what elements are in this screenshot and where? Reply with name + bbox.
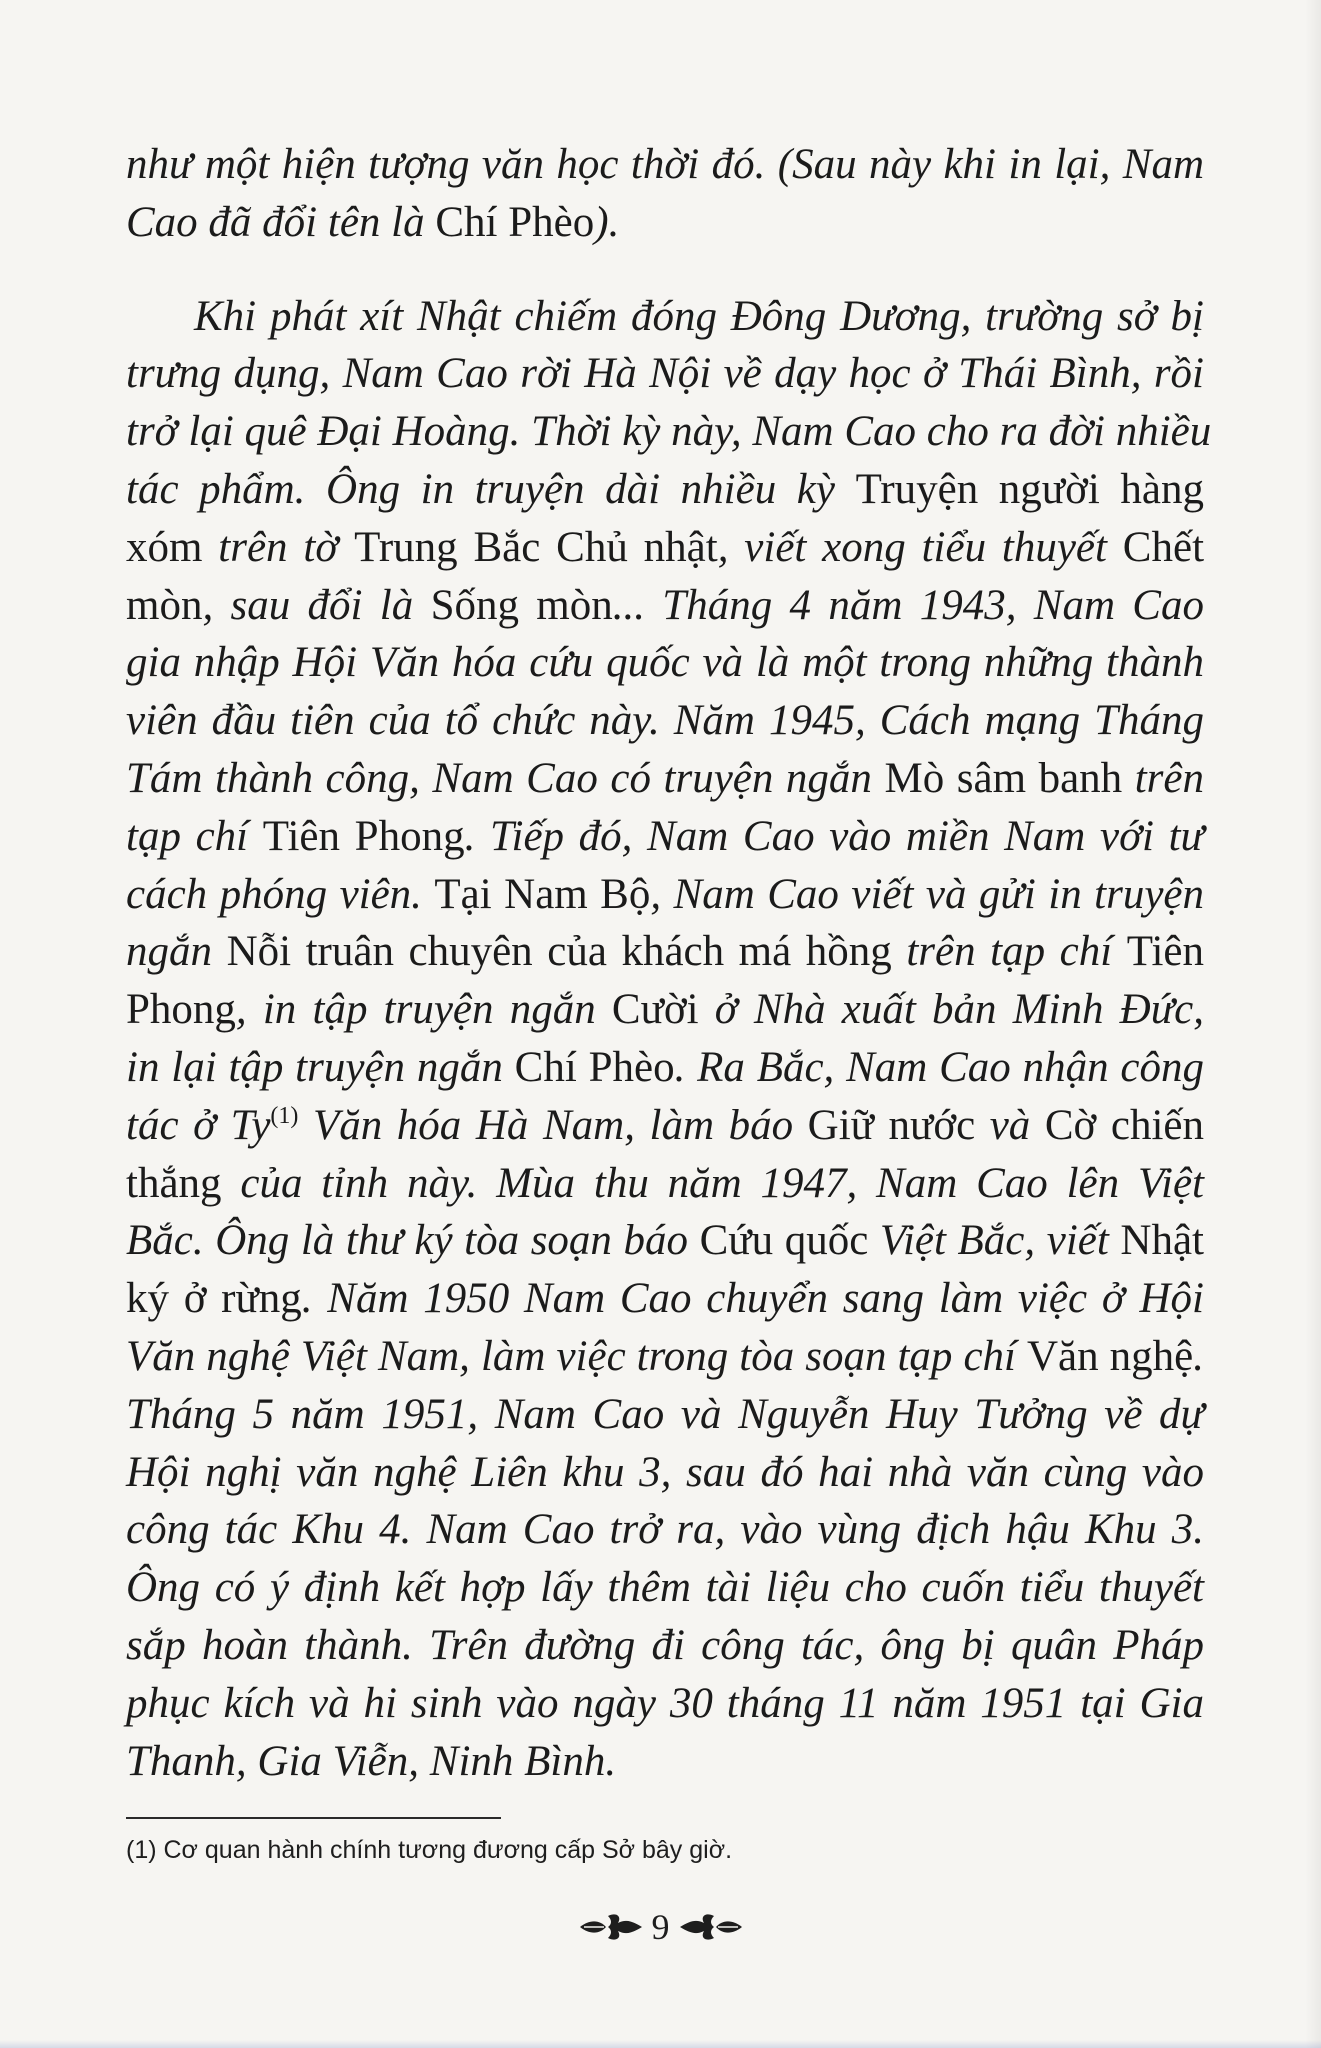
work-title: Tiên	[1126, 928, 1205, 976]
text-line	[126, 866, 1204, 924]
text-line	[126, 692, 1204, 750]
text-run: Tháng 5 năm 1951, Nam Cao và Nguyễn Huy Tưởng về dự	[126, 1390, 1204, 1438]
text-line	[126, 750, 1204, 808]
text-run: Hội nghị văn nghệ Liên khu 3, sau đó hai nhà văn cùng vào	[126, 1448, 1204, 1496]
text-line	[126, 634, 1204, 692]
page-number: 9	[651, 1906, 670, 1947]
text-line	[126, 1386, 1204, 1444]
text-run-upright: Tại Nam Bộ	[434, 870, 651, 918]
body-text	[126, 136, 1212, 1790]
work-title: Văn nghệ	[1027, 1332, 1194, 1380]
text-run: . Tiếp đó, Nam Cao vào miền Nam với tư	[464, 812, 1205, 860]
text-line	[126, 136, 1204, 194]
work-title: Cười	[611, 986, 699, 1034]
text-line	[126, 1328, 1204, 1386]
text-run: ).	[594, 198, 620, 246]
text-line	[126, 461, 1204, 519]
text-line	[126, 808, 1204, 866]
text-run: ở Nhà xuất bản Minh Đức,	[698, 986, 1204, 1034]
work-title: thắng	[126, 1159, 222, 1207]
text-run: như một hiện tượng văn học thời đó. (Sau này khi in lại, Nam	[126, 141, 1204, 188]
text-line	[126, 194, 1204, 252]
text-run: Cao đã đổi tên là	[126, 198, 436, 246]
leaf-ornament-left-icon	[576, 1910, 644, 1944]
work-title: Phong	[126, 986, 236, 1034]
text-run: cách phóng viên.	[126, 870, 435, 918]
text-line	[126, 403, 1212, 461]
work-title: Tiên Phong	[262, 812, 465, 860]
text-run: tác phẩm. Ông in truyện dài nhiều kỳ	[126, 465, 856, 513]
text-run: Thanh, Gia Viễn, Ninh Bình.	[126, 1737, 617, 1785]
page-number-block	[0, 1902, 1321, 1948]
text-run: tạp chí	[126, 812, 263, 860]
text-run: trên tạp chí	[891, 928, 1127, 976]
leaf-ornament-right-icon	[678, 1910, 746, 1944]
page-edge-shadow	[1305, 0, 1321, 2048]
work-title: Cờ chiến	[1044, 1101, 1204, 1149]
text-line	[126, 1097, 1204, 1155]
text-run: . Ra Bắc, Nam Cao nhận công	[674, 1043, 1204, 1091]
text-run: và	[975, 1101, 1045, 1149]
text-line	[126, 345, 1204, 403]
text-run: công tác Khu 4. Nam Cao trở ra, vào vùng địch hậu Khu 3.	[126, 1506, 1204, 1554]
text-run: trên tờ	[202, 523, 355, 571]
text-line	[126, 1155, 1204, 1213]
text-line	[126, 1501, 1204, 1559]
text-run: Việt Bắc, viết	[868, 1217, 1121, 1265]
text-run: trở lại quê Đại Hoàng. Thời kỳ này, Nam Cao cho ra đời nhiều	[126, 408, 1212, 456]
text-line	[126, 981, 1204, 1039]
text-run: Khi phát xít Nhật chiếm đóng Đông Dương, trường sở bị	[194, 292, 1204, 340]
work-title: Chí Phèo	[435, 198, 595, 246]
text-run: , viết xong tiểu thuyết	[717, 523, 1123, 571]
text-line	[126, 1039, 1204, 1097]
work-title: Sống mòn	[430, 581, 613, 629]
page-bottom-edge	[0, 2040, 1321, 2048]
text-run: phục kích và hi sinh vào ngày 30 tháng 11 năm 1951 tại Gia	[126, 1679, 1204, 1727]
text-line	[126, 1270, 1204, 1328]
work-title: ký ở rừng	[126, 1275, 302, 1323]
text-run: Văn hóa Hà Nam, làm báo	[298, 1101, 808, 1149]
work-title: Truyện người hàng	[855, 465, 1204, 513]
text-run: . Năm 1950 Nam Cao chuyển sang làm việc ở Hội	[301, 1275, 1204, 1323]
text-run: , in tập truyện ngắn	[235, 986, 612, 1034]
text-run: Tám thành công, Nam Cao có truyện ngắn	[126, 754, 885, 802]
footnote-divider	[126, 1817, 501, 1819]
work-title: xóm	[126, 523, 203, 571]
text-run: , sau đổi là	[202, 581, 431, 629]
text-line	[126, 577, 1204, 635]
text-run: viên đầu tiên của tổ chức này. Năm 1945, Cách mạng Tháng	[126, 697, 1204, 745]
text-line	[126, 1559, 1204, 1617]
text-line	[126, 288, 1204, 346]
text-run: gia nhập Hội Văn hóa cứu quốc và là một trong những thành	[126, 639, 1204, 687]
text-run: ... Tháng 4 năm 1943, Nam Cao	[612, 581, 1204, 629]
work-title: Mò sâm banh	[884, 754, 1123, 802]
text-line	[126, 1733, 1204, 1791]
paragraph-gap	[126, 252, 1204, 288]
text-run: , Nam Cao viết và gửi in truyện	[650, 870, 1204, 918]
text-run: Văn nghệ Việt Nam, làm việc trong tòa soạn tạp chí	[126, 1332, 1027, 1380]
work-title: Cứu quốc	[699, 1217, 869, 1265]
work-title: mòn	[126, 581, 203, 629]
work-title: Chí Phèo	[514, 1043, 675, 1091]
text-run: in lại tập truyện ngắn	[126, 1043, 515, 1091]
text-line	[126, 519, 1204, 577]
text-run: .	[1193, 1332, 1204, 1380]
work-title: Nhật	[1120, 1217, 1204, 1265]
text-line	[126, 1212, 1204, 1270]
text-run: sắp hoàn thành. Trên đường đi công tác, ông bị quân Pháp	[126, 1621, 1204, 1669]
text-line	[126, 1444, 1204, 1502]
text-line	[126, 923, 1204, 981]
text-run: Ông có ý định kết hợp lấy thêm tài liệu cho cuốn tiểu thuyết	[126, 1564, 1204, 1612]
text-line	[126, 1617, 1204, 1675]
text-run: trưng dụng, Nam Cao rời Hà Nội về dạy học ở Thái Bình, rồi	[126, 350, 1204, 398]
work-title: Giữ nước	[807, 1101, 976, 1149]
text-run: ngắn	[126, 928, 227, 976]
text-line	[126, 1675, 1204, 1733]
footnote-marker: (1)	[270, 1102, 299, 1129]
text-run: của tỉnh này. Mùa thu năm 1947, Nam Cao lên Việt	[221, 1159, 1204, 1207]
text-run: trên	[1122, 754, 1204, 802]
work-title: Nỗi truân chuyên của khách má hồng	[226, 928, 892, 976]
text-run: Bắc. Ông là thư ký tòa soạn báo	[126, 1217, 700, 1265]
text-run: tác ở Ty	[126, 1101, 271, 1149]
footnote: (1) Cơ quan hành chính tương đương cấp Sở bây giờ.	[126, 1836, 733, 1864]
work-title: Chết	[1122, 523, 1205, 571]
work-title: Trung Bắc Chủ nhật	[354, 523, 718, 571]
